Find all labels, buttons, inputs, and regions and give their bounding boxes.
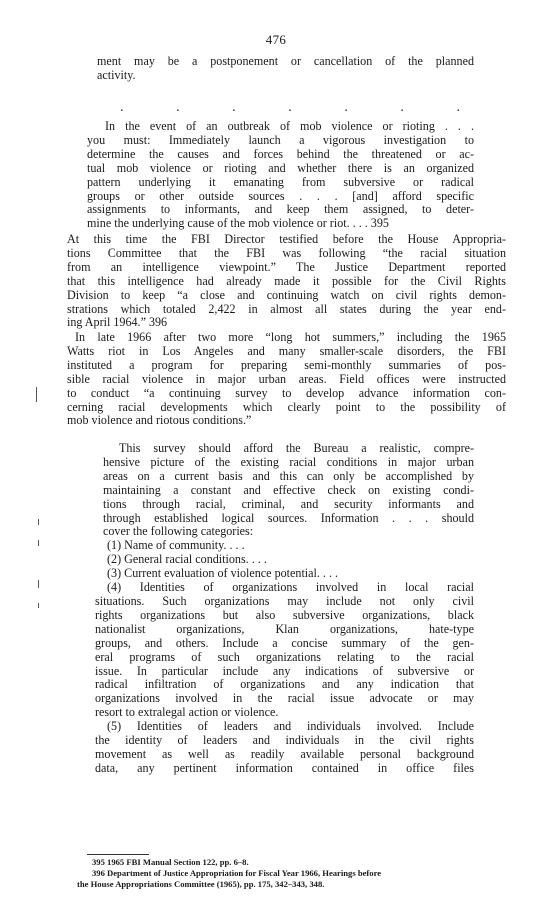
text-line: organizations involved in the racial issue advocate or may	[95, 692, 474, 706]
text-line: instituted a program for preparing semi-monthly summaries of pos-	[67, 358, 506, 372]
text-line: tions through racial, criminal, and security informants and	[103, 497, 474, 511]
text-line: In the event of an outbreak of mob violence or rioting . . .	[105, 120, 474, 133]
text-line: resort to extralegal action or violence.	[95, 706, 279, 720]
text-line: movement as well as readily available personal background	[95, 747, 474, 761]
text-line: from an intelligence viewpoint.” The Justice Department reported	[67, 260, 506, 274]
block-quote-1	[87, 120, 474, 231]
text-line: mob violence and riotous conditions.”	[67, 414, 252, 428]
text-line: the identity of leaders and individuals in the civil rights	[95, 734, 474, 748]
footnote-396: 396 Department of Justice Appropriation for Fiscal Year 1966, Hearings before	[92, 868, 382, 878]
text-line: issue. In particular include any indications of subversive or	[95, 664, 474, 678]
footnote-396-continued: the House Appropriations Committee (1965), pp. 175, 342–343, 348.	[77, 879, 325, 889]
text-line: through established logical sources. Information . . . should	[103, 511, 474, 525]
text-line: mine the underlying cause of the mob violence or riot. . . . 395	[87, 217, 389, 231]
text-line: ing April 1964.” 396	[67, 316, 168, 330]
ellipsis-separator: . . . . . . .	[120, 100, 460, 115]
text-line: pattern underlying it emanating from subversive or radical	[87, 175, 474, 189]
footnote-rule	[87, 854, 149, 855]
text-line: that this intelligence had already made it possible for the Civil Rights	[67, 274, 506, 288]
text-line: Watts riot in Los Angeles and many smaller-scale disorders, the FBI	[67, 344, 506, 358]
text-line: In late 1966 after two more “long hot summers,” including the 1965	[75, 331, 506, 344]
text-line: groups or other outside sources . . . [and] afford specific	[87, 189, 474, 203]
page-number: 476	[265, 32, 287, 47]
text-line: activity.	[97, 68, 136, 82]
text-line: tions Committee that the FBI was following “the racial situation	[67, 246, 506, 260]
top-paragraph	[97, 55, 474, 83]
text-line: determine the causes and forces behind the threatened or ac-	[87, 147, 474, 161]
text-line: groups, and others. Include a concise summary of the gen-	[95, 636, 474, 650]
text-line: assignments to informants, and keep them assigned, to deter-	[87, 203, 474, 217]
text-line: This survey should afford the Bureau a realistic, compre-	[119, 442, 474, 455]
text-line: At this time the FBI Director testified before the House Appropria-	[67, 233, 506, 246]
margin-mark	[38, 603, 39, 608]
text-line: hensive picture of the existing racial conditions in major urban	[103, 455, 474, 469]
text-line: maintaining a constant and effective check on existing condi-	[103, 483, 474, 497]
margin-mark	[38, 580, 39, 588]
paragraph-2	[67, 233, 506, 330]
margin-mark	[38, 519, 39, 525]
text-line: sible racial violence in major urban areas. Field offices were instructed	[67, 372, 506, 386]
text-line: (1) Name of community. . . .	[107, 539, 245, 553]
text-line: situations. Such organizations may include not only civil	[95, 594, 474, 608]
text-line: data, any pertinent information contained in office files	[95, 761, 474, 775]
text-line: (3) Current evaluation of violence potential. . . .	[107, 567, 339, 581]
text-line: to conduct “a continuing survey to develop advance information con-	[67, 386, 506, 400]
text-line: cover the following categories:	[103, 525, 254, 539]
footnote-395: 395 1965 FBI Manual Section 122, pp. 6–8.	[92, 857, 249, 867]
text-line: ment may be a postponement or cancellation of the planned	[97, 55, 474, 68]
text-line: radical infiltration of organizations and any indication that	[95, 678, 474, 692]
block-quote-2	[87, 442, 474, 776]
text-line: areas on a current basis and this can only be accomplished by	[103, 469, 474, 483]
text-line: (5) Identities of leaders and individuals involved. Include	[107, 720, 474, 734]
margin-mark	[36, 387, 37, 402]
text-line: (2) General racial conditions. . . .	[107, 553, 267, 567]
text-line: Division to keep “a close and continuing watch on civil rights demon-	[67, 288, 506, 302]
text-line: tual mob violence or rioting and whether there is an organized	[87, 161, 474, 175]
text-line: (4) Identities of organizations involved in local racial	[107, 581, 474, 595]
text-line: nationalist organizations, Klan organizations, hate-type	[95, 622, 474, 636]
paragraph-3	[67, 331, 506, 428]
text-line: eral programs of such organizations relating to the racial	[95, 650, 474, 664]
text-line: cerning racial developments which clearly point to the possibility of	[67, 400, 506, 414]
text-line: you must: Immediately launch a vigorous investigation to	[87, 133, 474, 147]
margin-mark	[38, 540, 39, 546]
text-line: strations which totaled 2,422 in almost all states during the year end-	[67, 302, 506, 316]
text-line: rights organizations but also subversive organizations, black	[95, 608, 474, 622]
